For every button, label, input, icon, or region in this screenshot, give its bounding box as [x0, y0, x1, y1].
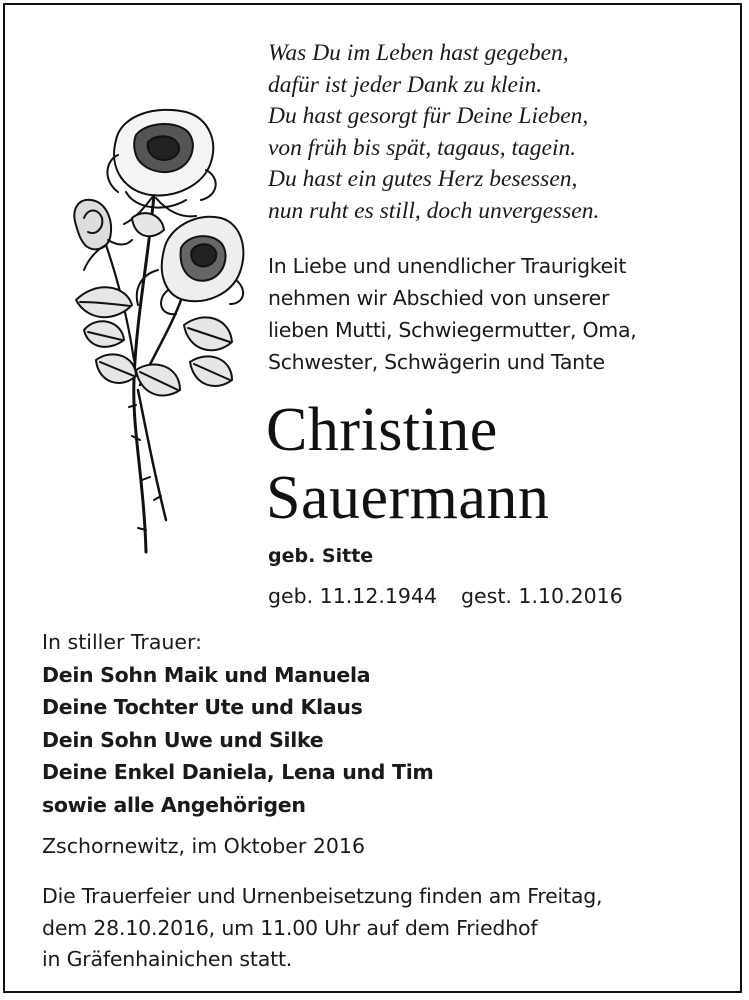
birth-date: geb. 11.12.1944 — [268, 584, 438, 608]
poem-line: Du hast gesorgt für Deine Lieben, — [268, 103, 589, 129]
last-name: Sauermann — [266, 464, 550, 532]
funeral-service-info — [42, 881, 722, 976]
service-line: in Gräfenhainichen statt. — [42, 947, 293, 971]
intro-text — [268, 250, 728, 378]
poem-line: von früh bis spät, tagaus, tagein. — [268, 134, 577, 161]
place-date: Zschornewitz, im Oktober 2016 — [42, 834, 366, 858]
life-dates — [268, 584, 623, 608]
maiden-name: geb. Sitte — [268, 545, 374, 567]
mourner-name: Dein Sohn Maik und Manuela — [42, 662, 371, 687]
poem-line: nun ruht es still, doch unvergessen. — [268, 197, 600, 224]
deceased-name — [266, 396, 736, 532]
intro-line: Schwester, Schwägerin und Tante — [268, 350, 605, 374]
service-line: Die Trauerfeier und Urnenbeisetzung finden am Freitag, — [42, 884, 603, 908]
mourner-name: Dein Sohn Uwe und Silke — [42, 727, 324, 752]
first-name: Christine — [266, 396, 498, 464]
rose-drawing-icon — [36, 100, 251, 560]
intro-line: In Liebe und unendlicher Traurigkeit — [268, 254, 627, 278]
poem — [268, 38, 728, 227]
mourners-heading: In stiller Trauer: — [42, 630, 202, 654]
poem-line: dafür ist jeder Dank zu klein. — [268, 71, 543, 98]
poem-line: Was Du im Leben hast gegeben, — [268, 40, 569, 66]
mourner-name: Deine Tochter Ute und Klaus — [42, 695, 363, 719]
poem-line: Du hast ein gutes Herz besessen, — [268, 166, 578, 192]
intro-line: lieben Mutti, Schwiegermutter, Oma, — [268, 318, 637, 342]
mourner-name: Deine Enkel Daniela, Lena und Tim — [42, 760, 434, 784]
service-line: dem 28.10.2016, um 11.00 Uhr auf dem Friedhof — [42, 915, 538, 940]
intro-line: nehmen wir Abschied von unserer — [268, 286, 610, 310]
mourner-name: sowie alle Angehörigen — [42, 792, 306, 817]
death-date: gest. 1.10.2016 — [461, 584, 623, 608]
mourners — [42, 626, 722, 821]
